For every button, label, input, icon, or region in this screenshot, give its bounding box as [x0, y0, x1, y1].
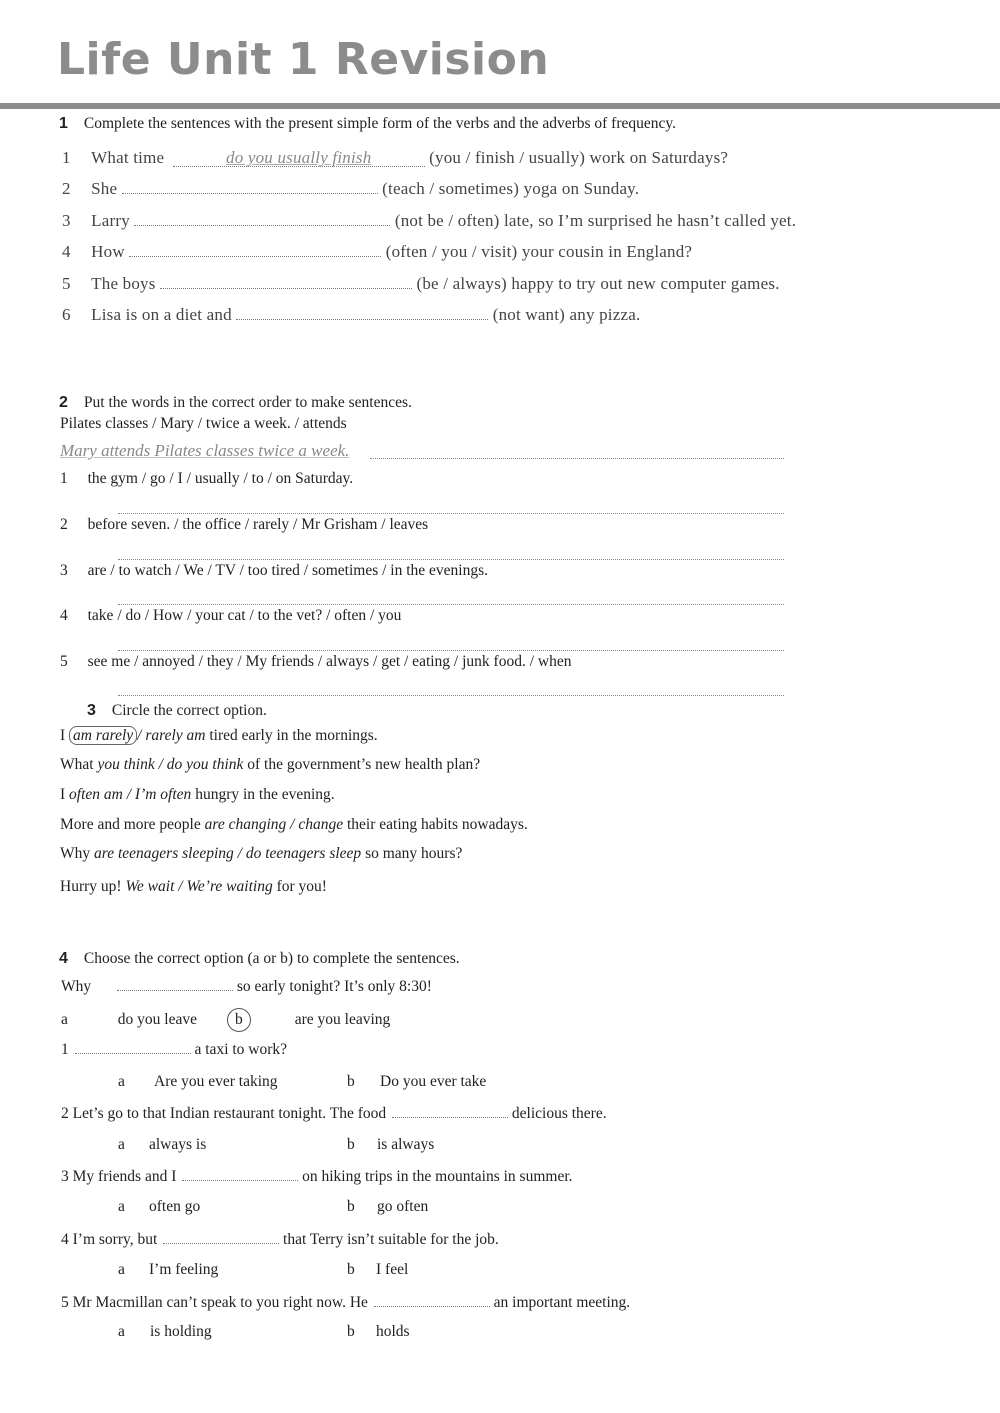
sentence-end: an important meeting. — [493, 1294, 631, 1311]
page-title: Life Unit 1 Revision — [57, 34, 550, 85]
item-text: see me / annoyed / they / My friends / always / get / eating / junk food. / when — [87, 653, 572, 670]
exercise-2-item — [60, 653, 571, 671]
answer-line[interactable] — [118, 649, 784, 651]
item-text-after: (not want) any pizza. — [492, 305, 641, 324]
sentence-end: their eating habits nowadays. — [346, 816, 528, 833]
item-number: 3 — [62, 211, 71, 230]
sentence-end: a taxi to work? — [194, 1041, 288, 1058]
answer-blank[interactable] — [182, 1179, 298, 1181]
sentence-start: I — [60, 727, 66, 744]
option-a-label: a — [118, 1136, 125, 1153]
section-number: 2 — [59, 394, 68, 411]
title-divider — [0, 103, 1000, 109]
sentence-end: so many hours? — [365, 845, 463, 862]
sentence-start: 5 Mr Macmillan can’t speak to you right now. He — [61, 1294, 368, 1311]
option-b[interactable]: go often — [377, 1198, 429, 1215]
exercise-4-example — [61, 978, 432, 996]
sentence-start: I — [60, 786, 66, 803]
answer-blank[interactable] — [392, 1116, 508, 1118]
item-text-before: How — [91, 242, 125, 261]
sentence-start: 4 I’m sorry, but — [61, 1231, 158, 1248]
answer-line[interactable] — [118, 603, 784, 605]
option-a-label: a — [61, 1011, 68, 1028]
exercise-4-item — [61, 1041, 287, 1059]
exercise-2-item — [60, 562, 488, 580]
item-number: 2 — [60, 516, 68, 533]
exercise-3-item — [60, 786, 335, 804]
sentence-end: on hiking trips in the mountains in summer. — [302, 1168, 573, 1185]
circled-option-b[interactable]: b — [227, 1008, 251, 1032]
sentence-end: so early tonight? It’s only 8:30! — [236, 978, 432, 995]
section-number: 4 — [59, 950, 68, 967]
item-number: 5 — [60, 653, 68, 670]
answer-field[interactable] — [160, 287, 412, 289]
exercise-1-item — [62, 274, 780, 294]
section-3-header — [87, 702, 267, 720]
option-a[interactable]: always is — [149, 1136, 207, 1153]
exercise-2-item — [60, 607, 401, 625]
option-row — [118, 1198, 429, 1216]
option-b[interactable]: are you leaving — [294, 1011, 391, 1028]
exercise-4-example-options — [61, 1008, 390, 1032]
example-answer: Mary attends Pilates classes twice a week. — [60, 441, 350, 460]
option-a[interactable]: Are you ever taking — [154, 1073, 278, 1090]
options[interactable]: We wait / We’re waiting — [125, 878, 273, 895]
option-b-label: b — [347, 1073, 355, 1090]
option-separator: / — [137, 727, 142, 744]
item-number: 1 — [60, 470, 68, 487]
sentence-start: 3 My friends and I — [61, 1168, 177, 1185]
item-text: take / do / How / your cat / to the vet? / often / you — [87, 607, 402, 624]
exercise-1-item — [62, 179, 639, 199]
option[interactable]: rarely am — [145, 727, 206, 744]
answer-field[interactable] — [129, 255, 381, 257]
section-number: 1 — [59, 115, 68, 132]
option-a-label: a — [118, 1323, 125, 1340]
item-number: 4 — [60, 607, 68, 624]
sentence-end: that Terry isn’t suitable for the job. — [283, 1231, 499, 1248]
answer-blank[interactable] — [163, 1242, 279, 1244]
exercise-2-item — [60, 470, 353, 488]
option-b[interactable]: I feel — [376, 1261, 409, 1278]
option-a-label: a — [118, 1073, 125, 1090]
sentence-start: Why — [61, 978, 92, 995]
answer-line[interactable] — [118, 694, 784, 696]
example-prompt: Pilates classes / Mary / twice a week. / attends — [60, 415, 347, 432]
section-instruction: Complete the sentences with the present simple form of the verbs and the adverbs of frequency. — [83, 115, 677, 132]
section-instruction: Circle the correct option. — [111, 702, 267, 719]
exercise-1-item — [62, 148, 728, 168]
option-row — [118, 1136, 435, 1154]
option-b[interactable]: Do you ever take — [380, 1073, 487, 1090]
sentence-end: for you! — [276, 878, 327, 895]
option-a[interactable]: often go — [149, 1198, 201, 1215]
option-a[interactable]: I’m feeling — [149, 1261, 219, 1278]
option-b-label: b — [347, 1198, 355, 1215]
exercise-3-example — [60, 727, 378, 745]
options[interactable]: you think / do you think — [97, 756, 244, 773]
item-number: 3 — [60, 562, 68, 579]
options[interactable]: are teenagers sleeping / do teenagers sleep — [94, 845, 362, 862]
sentence-start: Hurry up! — [60, 878, 122, 895]
exercise-4-item — [61, 1231, 499, 1249]
option-b[interactable]: holds — [376, 1323, 410, 1340]
exercise-3-item — [60, 756, 480, 774]
item-text-after: (you / finish / usually) work on Saturdays? — [429, 148, 729, 167]
exercise-3-item — [60, 845, 462, 863]
sentence-end: hungry in the evening. — [195, 786, 335, 803]
sentence-start: More and more people — [60, 816, 201, 833]
item-number: 5 — [62, 274, 71, 293]
item-text-before: The boys — [91, 274, 156, 293]
section-2-header — [59, 394, 412, 412]
item-text-before: Larry — [91, 211, 130, 230]
sentence-end: of the government’s new health plan? — [247, 756, 481, 773]
option-a-label: a — [118, 1261, 125, 1278]
exercise-1-item — [62, 211, 796, 231]
section-instruction: Put the words in the correct order to make sentences. — [83, 394, 412, 411]
item-text: the gym / go / I / usually / to / on Saturday. — [87, 470, 354, 487]
item-text-before: She — [91, 179, 118, 198]
options[interactable]: are changing / change — [204, 816, 344, 833]
exercise-3-item — [60, 816, 528, 834]
circled-option[interactable]: am rarely — [69, 726, 137, 745]
answer-field[interactable] — [122, 192, 378, 194]
item-number: 6 — [62, 305, 71, 324]
exercise-1-item — [62, 242, 692, 262]
item-text-before: What time — [91, 148, 165, 167]
option-row — [118, 1073, 487, 1091]
option-row — [118, 1323, 410, 1341]
sentence-end: delicious there. — [511, 1105, 607, 1122]
option-row — [118, 1261, 409, 1279]
section-1-header — [59, 115, 676, 133]
answer-blank[interactable] — [75, 1052, 191, 1054]
item-text-before: Lisa is on a diet and — [91, 305, 232, 324]
option-b-label: b — [347, 1136, 355, 1153]
sentence-start: Why — [60, 845, 91, 862]
option-b-label: b — [347, 1323, 355, 1340]
item-text-after: (not be / often) late, so I’m surprised he hasn’t called yet. — [394, 211, 797, 230]
item-text-after: (often / you / visit) your cousin in England? — [385, 242, 693, 261]
section-4-header — [59, 950, 460, 968]
answer-field[interactable] — [236, 318, 488, 320]
item-text-after: (teach / sometimes) yoga on Sunday. — [382, 179, 640, 198]
exercise-4-item — [61, 1294, 630, 1312]
item-text: are / to watch / We / TV / too tired / sometimes / in the evenings. — [87, 562, 489, 579]
item-text: before seven. / the office / rarely / Mr Grisham / leaves — [87, 516, 429, 533]
exercise-2-item — [60, 516, 428, 534]
option-a[interactable]: do you leave — [117, 1011, 197, 1028]
answer-field[interactable] — [134, 224, 390, 226]
sentence-start: 1 — [61, 1041, 69, 1058]
answer-field[interactable]: do you usually finish — [173, 150, 425, 167]
answer-line[interactable] — [118, 512, 784, 514]
answer-blank[interactable] — [374, 1305, 490, 1307]
option-a[interactable]: is holding — [150, 1323, 212, 1340]
options[interactable]: often am / I’m often — [69, 786, 192, 803]
item-number: 4 — [62, 242, 71, 261]
sentence-end: tired early in the mornings. — [209, 727, 378, 744]
option-a-label: a — [118, 1198, 125, 1215]
answer-line[interactable] — [118, 558, 784, 560]
option-b[interactable]: is always — [377, 1136, 435, 1153]
exercise-4-item — [61, 1168, 573, 1186]
option-b-label: b — [347, 1261, 355, 1278]
exercise-4-item — [61, 1105, 607, 1123]
item-number: 2 — [62, 179, 71, 198]
section-instruction: Choose the correct option (a or b) to complete the sentences. — [83, 950, 460, 967]
exercise-1-item — [62, 305, 640, 325]
item-text-after: (be / always) happy to try out new computer games. — [416, 274, 780, 293]
example-answer-line — [370, 457, 784, 459]
section-number: 3 — [87, 702, 96, 719]
sentence-start: 2 Let’s go to that Indian restaurant tonight. The food — [61, 1105, 387, 1122]
sentence-start: What — [60, 756, 94, 773]
exercise-3-item — [60, 878, 327, 896]
answer-blank — [117, 989, 233, 991]
item-number: 1 — [62, 148, 71, 167]
